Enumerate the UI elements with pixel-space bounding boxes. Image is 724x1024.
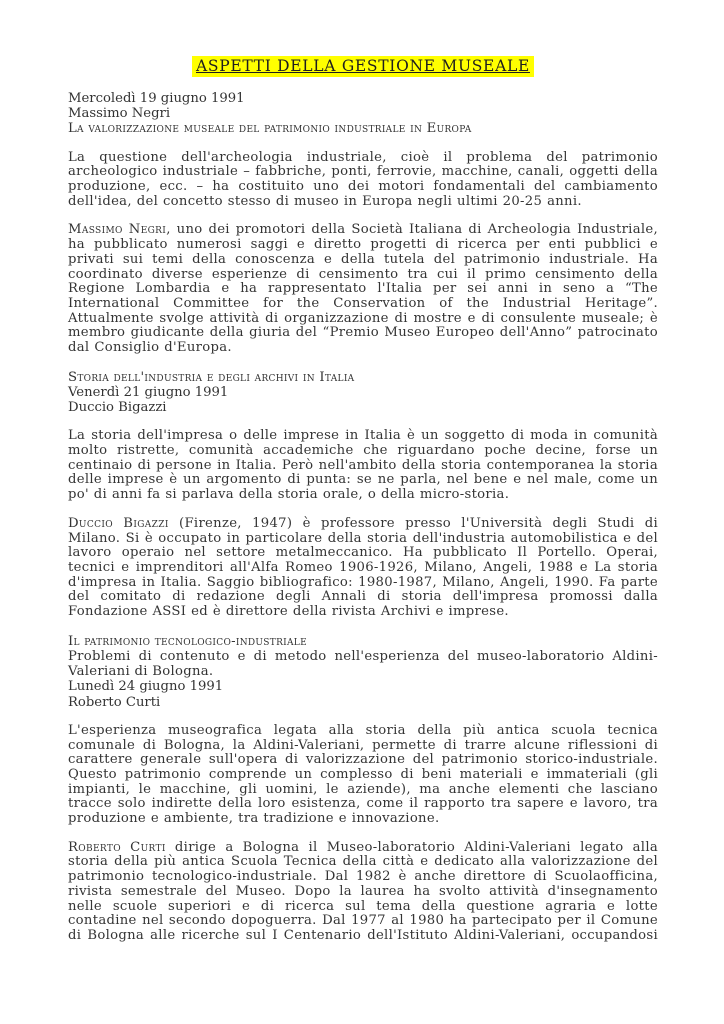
session-1-header (68, 91, 658, 137)
paragraph-text: La questione dell'archeologia industriale, cioè il problema del patrimonio archeologico industriale – fabbriche, ponti, ferrovie, macchine, canali, oggetti della produzione, ecc. – ha costituito uno dei motori fondamentali del cambiamento dell'idea, del concetto stesso di museo in Europa negli ultimi 20-25 anni. (68, 149, 658, 209)
speaker-name-smallcaps: Duccio Bigazzi (68, 515, 169, 531)
session-2-intro-paragraph (68, 429, 658, 503)
session-1-topic: La valorizzazione museale del patrimonio industriale in Europa (68, 121, 472, 137)
session-1-bio-paragraph (68, 223, 658, 355)
paragraph-text: dirige a Bologna il Museo-laboratorio Aldini-Valeriani legato alla storia della più antica Scuola Tecnica della città e dedicato alla valorizzazione del patrimonio tecnologico-industriale. Dal 1982 è anche direttore di Scuolaofficina, rivista semestrale del Museo. Dopo la laurea ha svolto attività d'insegnamento nelle scuole superiori e di ricerca sul tema della questione agraria e lotte contadine nel secondo dopoguerra. Dal 1977 al 1980 ha partecipato per il Comune di Bologna alle ricerche sul I Centenario dell'Istituto Aldini-Valeriani, occupandosi (68, 839, 659, 943)
session-2-bio-paragraph (68, 517, 658, 620)
session-1-intro-paragraph (68, 151, 658, 210)
document-title: ASPETTI DELLA GESTIONE MUSEALE (192, 56, 534, 77)
paragraph-text: La storia dell'impresa o delle imprese in Italia è un soggetto di moda in comunità molto ristrette, comunità accademiche che riguardano poche decine, forse un centinaio di persone in Italia. Però nell'ambito della storia contemporanea la storia delle imprese è un argomento di punta: se ne parla, nel bene e nel male, come un po' di anni fa si parlava della storia orale, o della micro-storia. (68, 428, 658, 503)
session-3-header (68, 634, 658, 710)
paragraph-text: , uno dei promotori della Società Italiana di Archeologia Industriale, ha pubblicato numerosi saggi e diretto progetti di ricerca per enti pubblici e privati sui temi della conoscenza e della tutela del patrimonio industriale. Ha coordinato diverse esperienze di censimento tra cui il primo censimento della Regione Lombardia e ha rappresentato l'Italia per sei anni in seno a “The International Committee for the Conservation of the Industrial Heritage”. Attualmente svolge attività di organizzazione di mostre e di consulente museale; è membro giudicante della giuria del “Premio Museo Europeo dell'Anno” patrocinato dal Consiglio d'Europa. (68, 222, 658, 356)
title-row (68, 56, 658, 77)
paragraph-text: (Firenze, 1947) è professore presso l'Università degli Studi di Milano. Si è occupato in particolare della storia dell'industria automobilistica e del lavoro operaio nel settore metalmeccanico. Ha pubblicato Il Portello. Operai, tecnici e imprenditori all'Alfa Romeo 1906-1926, Milano, Angeli, 1988 e La storia d'impresa in Italia. Saggio bibliografico: 1980-1987, Milano, Angeli, 1990. Fa parte del comitato di redazione degli Annali di storia dell'impresa promossi dalla Fondazione ASSI ed è direttore della rivista Archivi e imprese. (68, 515, 658, 620)
session-2-speaker: Duccio Bigazzi (68, 400, 167, 416)
speaker-name-smallcaps: Roberto Curti (68, 839, 166, 855)
speaker-name-smallcaps: Massimo Negri (68, 222, 167, 238)
session-3-date: Lunedì 24 giugno 1991 (68, 679, 224, 695)
session-1-date: Mercoledì 19 giugno 1991 (68, 91, 245, 106)
session-2-topic: Storia dell'industria e degli archivi in Italia (68, 369, 355, 385)
session-3-speaker: Roberto Curti (68, 694, 161, 710)
session-2-date: Venerdì 21 giugno 1991 (68, 384, 229, 400)
session-3-bio-paragraph (68, 841, 658, 944)
paragraph-text: L'esperienza museografica legata alla storia della più antica scuola tecnica comunale di Bologna, la Aldini-Valeriani, permette di trarre alcune riflessioni di carattere generale sull'opera di valorizzazione del patrimonio storico-industriale. Questo patrimonio comprende un complesso di beni materiali e immateriali (gli impianti, le macchine, gli uomini, le aziende), ma anche elementi che lasciano tracce solo indirette della loro esistenza, come il rapporto tra sapere e lavoro, tra produzione e ambiente, tra tradizione e innovazione. (68, 722, 658, 827)
session-3-topic: Il patrimonio tecnologico-industriale (68, 633, 307, 649)
session-3-subtitle: Problemi di contenuto e di metodo nell'esperienza del museo-laboratorio Aldini-Valeriani di Bologna. (68, 649, 658, 680)
session-2-header (68, 370, 658, 416)
session-1-speaker: Massimo Negri (68, 106, 171, 122)
session-3-intro-paragraph (68, 724, 658, 827)
